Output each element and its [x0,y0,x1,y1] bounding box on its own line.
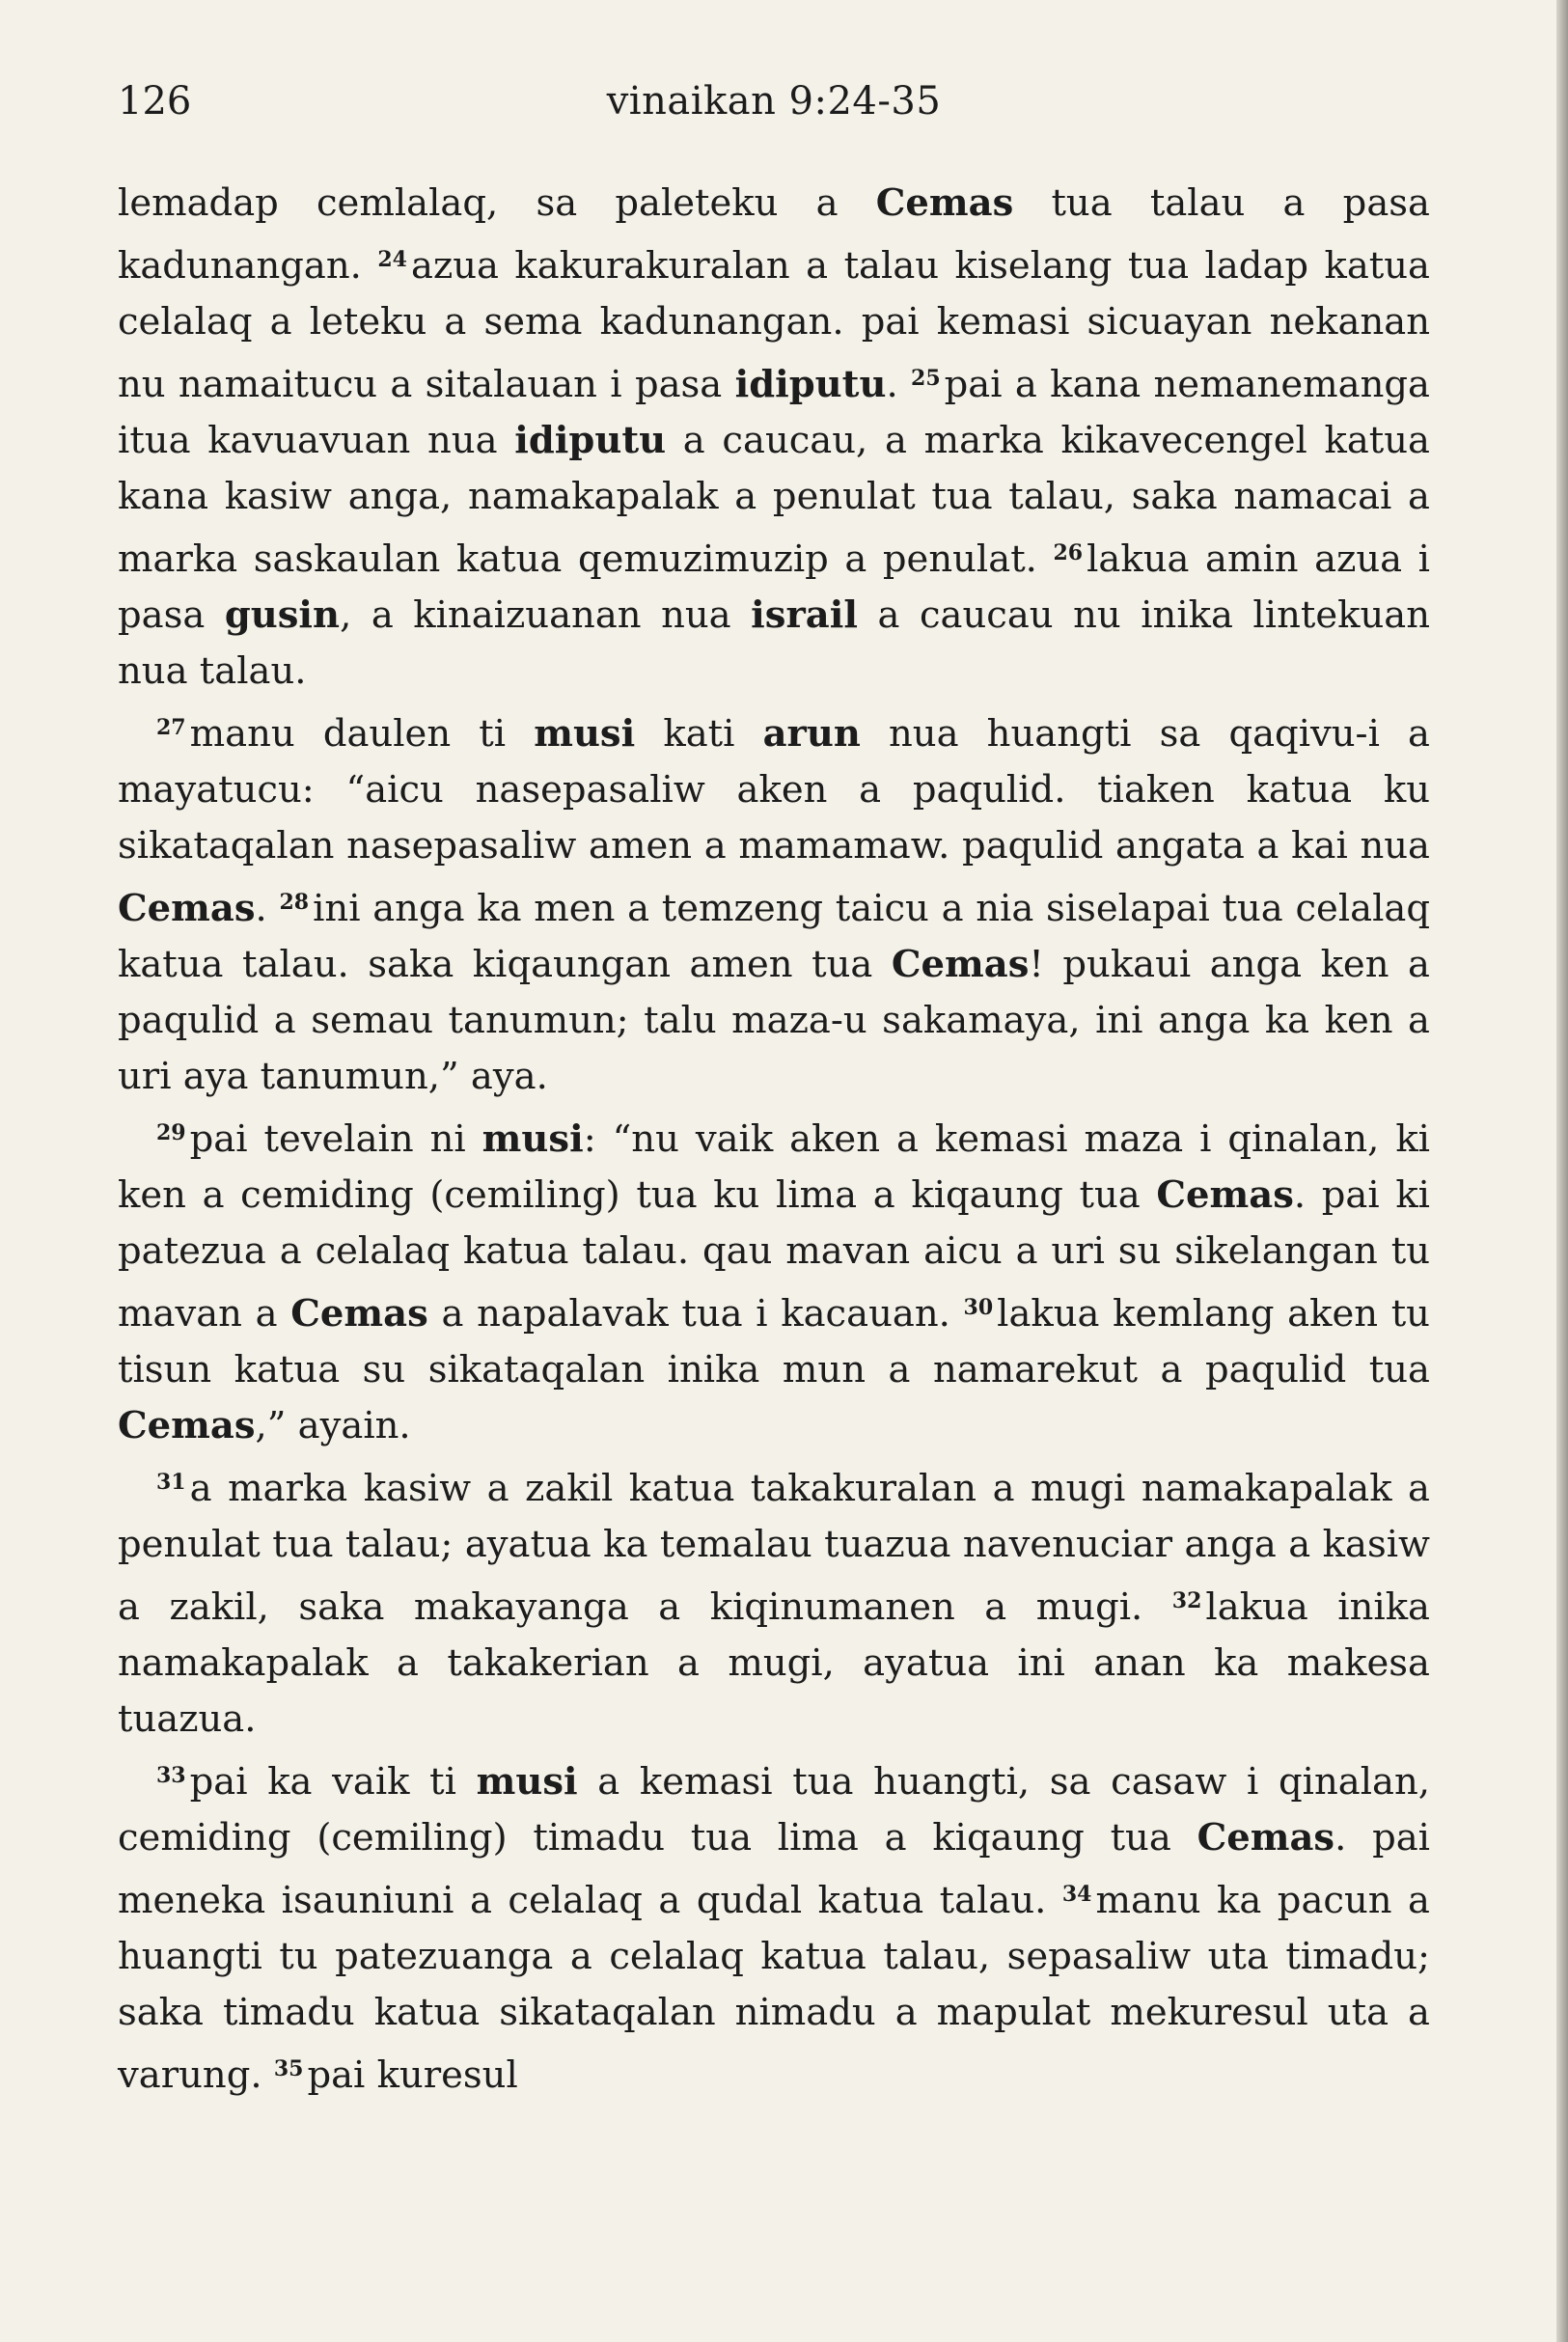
verse-number: 26 [1053,540,1084,565]
text-run: , a kinaizuanan nua [340,593,752,637]
paragraph [118,1105,1430,1454]
verse-number: 32 [1171,1588,1202,1613]
text-run: tua talau a pasa kadunangan. [118,181,1430,288]
page-edge-shadow [1556,0,1568,2342]
bold-term: gusin [224,593,341,637]
text-run: lakua amin azua i pasa [118,537,1430,637]
text-run: manu daulen ti [189,712,535,756]
bold-term: Cemas [290,1292,428,1336]
text-run: nua huangti sa qaqivu-i a mayatucu: “aicu nasepasaliw aken a paqulid. tiaken katua ku sikataqalan nasepasaliw amen a mamamaw. paqulid angata a kai nua [118,712,1430,868]
text-run: pai kuresul [307,2053,518,2097]
verse-number: 34 [1061,1882,1092,1907]
text-run: pai a kana nemanemanga itua kavuavuan nua [118,363,1430,462]
text-run: lemadap cemlalaq, sa paleteku a [118,181,876,225]
verse-number: 33 [156,1763,186,1788]
page-header [118,79,1430,137]
verse-number: 30 [963,1295,994,1320]
text-run: lakua kemlang aken tu tisun katua su sikataqalan inika mun a namarekut a paqulid tua [118,1292,1430,1391]
verse-number: 24 [377,247,407,272]
bold-term: idiputu [734,363,887,406]
paragraph [118,700,1430,1105]
bold-term: musi [534,712,636,756]
text-run: lakua inika namakapalak a takakerian a mugi, ayatua ini anan ka makesa tuazua. [118,1585,1430,1741]
text-run: : “nu vaik aken a kemasi maza i qinalan, ki ken a cemiding (cemiling) tua ku lima a kiqaung tua [118,1117,1430,1217]
paragraph [118,176,1430,700]
text-run: pai tevelain ni [189,1117,482,1161]
bold-term: Cemas [118,1404,256,1447]
paragraph [118,1454,1430,1748]
paragraph [118,1748,1430,2104]
verse-number: 27 [156,715,186,740]
verse-number: 31 [156,1470,186,1495]
bold-term: musi [481,1117,584,1161]
bold-term: israil [751,593,858,637]
bold-term: Cemas [891,943,1030,986]
verse-number: 29 [156,1120,186,1145]
text-run: a caucau, a marka kikavecengel katua kana kasiw anga, namakapalak a penulat tua talau, saka namacai a marka saskaulan katua qemuzimuzip a penulat. [118,419,1430,581]
text-run: ! pukaui anga ken a paqulid a semau tanumun; talu maza-u sakamaya, ini anga ka ken a uri aya tanumun,” aya. [118,943,1430,1098]
bold-term: idiputu [514,419,667,462]
text-run: ,” ayain. [255,1404,411,1447]
text-run: . pai meneka isauniuni a celalaq a qudal katua talau. [118,1816,1430,1922]
page-number: 126 [118,79,192,124]
text-run: kati [635,712,763,756]
bold-term: Cemas [118,887,256,930]
text-run: a napalavak tua i kacauan. [427,1292,964,1336]
text-run: . [886,363,912,406]
verse-number: 35 [273,2056,304,2081]
running-title: vinaikan 9:24-35 [606,79,942,124]
text-run: ini anga ka men a temzeng taicu a nia siselapai tua celalaq katua talau. saka kiqaungan amen tua [118,887,1430,986]
text-run: a marka kasiw a zakil katua takakuralan a mugi namakapalak a penulat tua talau; ayatua ka temalau tuazua navenuciar anga a kasiw a zakil, saka makayanga a kiqinumanen a mugi. [118,1467,1430,1629]
text-run: pai ka vaik ti [189,1760,477,1804]
text-run: . pai ki patezua a celalaq katua talau. qau mavan aicu a uri su sikelangan tu mavan a [118,1173,1430,1336]
scripture-text [118,176,1430,2104]
text-run: . [255,887,280,930]
text-run: manu ka pacun a huangti tu patezuanga a celalaq katua talau, sepasaliw uta timadu; saka timadu katua sikataqalan nimadu a mapulat mekuresul uta a varung. [118,1879,1430,2097]
bold-term: Cemas [875,181,1014,225]
bold-term: arun [762,712,861,756]
bold-term: musi [476,1760,578,1804]
verse-number: 28 [279,890,310,915]
text-run: azua kakurakuralan a talau kiselang tua ladap katua celalaq a leteku a sema kadunangan. pai kemasi sicuayan nekanan nu namaitucu a sitalauan i pasa [118,244,1431,406]
bold-term: Cemas [1197,1816,1335,1860]
verse-number: 25 [911,366,941,391]
text-run: a caucau nu inika lintekuan nua talau. [118,593,1430,693]
bold-term: Cemas [1156,1173,1294,1217]
text-run: a kemasi tua huangti, sa casaw i qinalan, cemiding (cemiling) timadu tua lima a kiqaung tua [118,1760,1430,1860]
